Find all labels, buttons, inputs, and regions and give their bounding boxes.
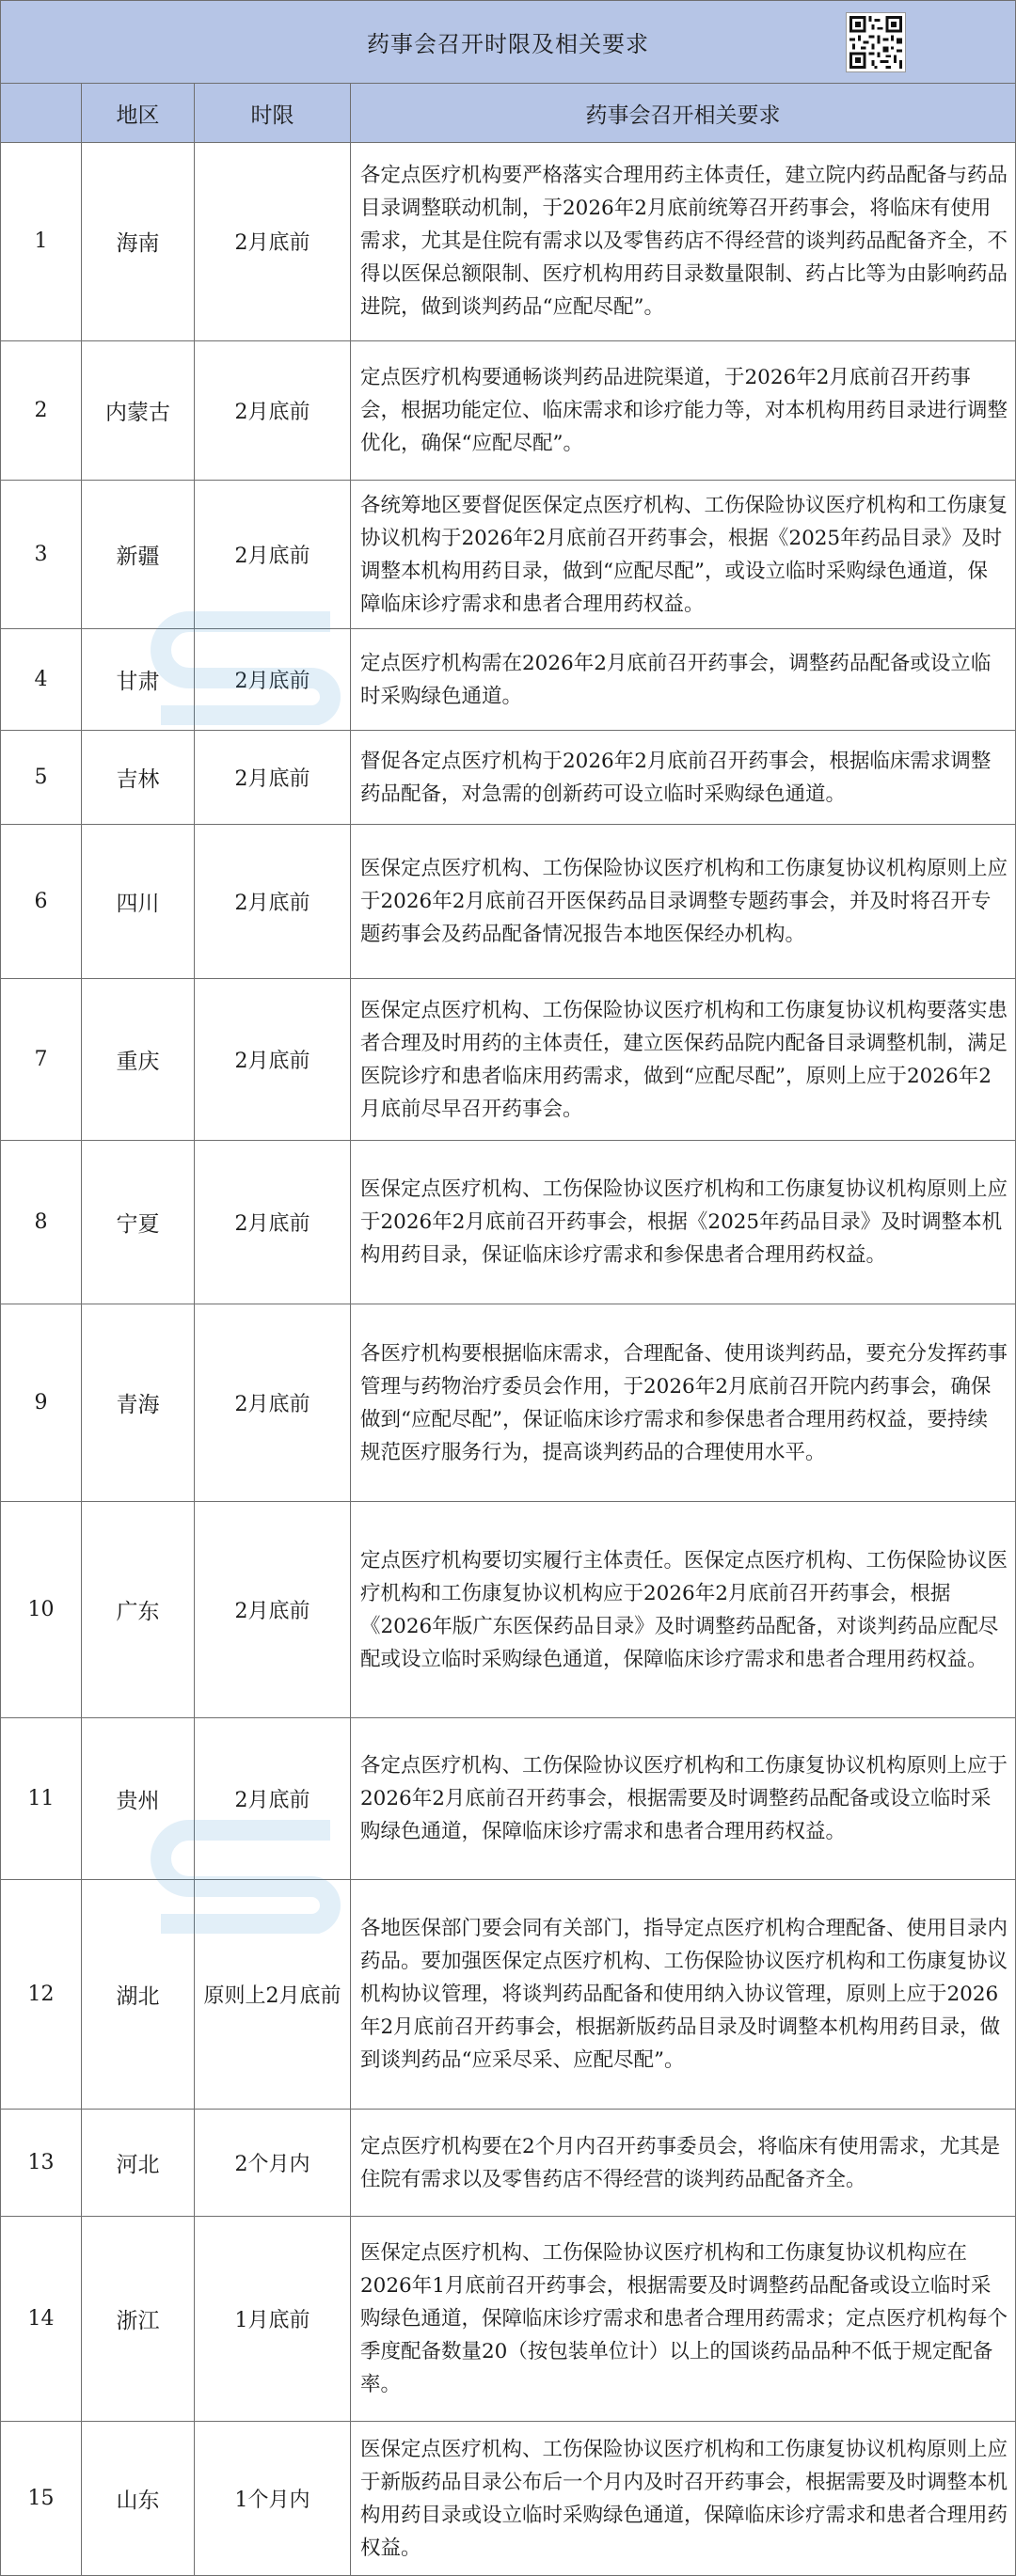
table-body: [1, 142, 1015, 2575]
header-region: 地区: [82, 84, 195, 142]
table-header-row: [1, 84, 1015, 143]
table-row: [1, 731, 1015, 825]
row-index: 13: [1, 2110, 82, 2216]
row-requirement: 定点医疗机构要在2个月内召开药事委员会，将临床有使用需求，尤其是住院有需求以及零售药店不得经营的谈判药品配备齐全。: [360, 2134, 1001, 2191]
row-deadline: 2月底前: [195, 341, 351, 480]
row-index: 8: [1, 1141, 82, 1304]
row-deadline: 2月底前: [195, 481, 351, 628]
row-requirement: 督促各定点医疗机构于2026年2月底前召开药事会，根据临床需求调整药品配备，对急需的创新药可设立临时采购绿色通道。: [360, 749, 992, 806]
row-deadline: 1月底前: [195, 2217, 351, 2421]
row-index: 11: [1, 1718, 82, 1879]
row-index: 2: [1, 341, 82, 480]
row-region: 浙江: [82, 2217, 195, 2421]
row-index: 5: [1, 731, 82, 824]
row-region: 海南: [82, 142, 195, 340]
row-deadline: 1个月内: [195, 2422, 351, 2575]
row-region: 新疆: [82, 481, 195, 628]
table-row: [1, 1304, 1015, 1502]
row-requirement: 各定点医疗机构要严格落实合理用药主体责任，建立院内药品配备与药品目录调整联动机制，于2026年2月底前统筹召开药事会，将临床有使用需求，尤其是住院有需求以及零售药店不得经营的谈判药品配备齐全，不得以医保总额限制、医疗机构用药目录数量限制、药占比等为由影响药品进院，做到谈判药品“应配尽配”。: [360, 164, 1008, 319]
qr-code-icon: [846, 12, 906, 72]
row-requirement: 定点医疗机构要通畅谈判药品进院渠道，于2026年2月底前召开药事会，根据功能定位、临床需求和诊疗能力等，对本机构用药目录进行调整优化，确保“应配尽配”。: [360, 366, 1008, 455]
row-requirement: 医保定点医疗机构、工伤保险协议医疗机构和工伤康复协议机构原则上应于新版药品目录公布后一个月内及时召开药事会，根据需要及时调整本机构用药目录或设立临时采购绿色通道，保障临床诊疗需求和患者合理用药权益。: [360, 2437, 1008, 2560]
row-deadline: 2个月内: [195, 2110, 351, 2216]
row-requirement: 医保定点医疗机构、工伤保险协议医疗机构和工伤康复协议机构原则上应于2026年2月底前召开药事会，根据《2025年药品目录》及时调整本机构用药目录，保证临床诊疗需求和参保患者合理用药权益。: [360, 1177, 1008, 1267]
row-requirement: 医保定点医疗机构、工伤保险协议医疗机构和工伤康复协议机构应在2026年1月底前召开药事会，根据需要及时调整药品配备或设立临时采购绿色通道，保障临床诊疗需求和患者合理用药需求；定点医疗机构每个季度配备数量20（按包装单位计）以上的国谈药品品种不低于规定配备率。: [360, 2241, 1008, 2396]
table-row: [1, 142, 1015, 341]
table-row: [1, 2110, 1015, 2217]
row-index: 1: [1, 142, 82, 340]
table-row: [1, 481, 1015, 629]
row-region: 山东: [82, 2422, 195, 2575]
table-row: [1, 1141, 1015, 1304]
header-deadline: 时限: [195, 84, 351, 142]
row-deadline: 2月底前: [195, 629, 351, 730]
row-deadline: 2月底前: [195, 1718, 351, 1879]
row-index: 7: [1, 979, 82, 1140]
table-title: 药事会召开时限及相关要求: [367, 31, 649, 57]
row-deadline: 原则上2月底前: [195, 1880, 351, 2109]
row-index: 4: [1, 629, 82, 730]
row-index: 3: [1, 481, 82, 628]
table-row: [1, 1502, 1015, 1718]
row-region: 重庆: [82, 979, 195, 1140]
row-region: 广东: [82, 1502, 195, 1717]
row-requirement: 各医疗机构要根据临床需求，合理配备、使用谈判药品，要充分发挥药事管理与药物治疗委员会作用，于2026年2月底前召开院内药事会，确保做到“应配尽配”，保证临床诊疗需求和参保患者合理用药权益，要持续规范医疗服务行为，提高谈判药品的合理使用水平。: [360, 1341, 1008, 1464]
row-deadline: 2月底前: [195, 1502, 351, 1717]
header-requirement: 药事会召开相关要求: [585, 103, 781, 128]
table-title-bar: [1, 1, 1015, 84]
row-region: 青海: [82, 1304, 195, 1501]
row-requirement: 各地医保部门要会同有关部门，指导定点医疗机构合理配备、使用目录内药品。要加强医保定点医疗机构、工伤保险协议医疗机构和工伤康复协议机构协议管理，将谈判药品配备和使用纳入协议管理，原则上应于2026年2月底前召开药事会，根据新版药品目录及时调整本机构用药目录，做到谈判药品“应采尽采、应配尽配”。: [360, 1917, 1008, 2072]
row-deadline: 2月底前: [195, 142, 351, 340]
row-region: 湖北: [82, 1880, 195, 2109]
row-index: 14: [1, 2217, 82, 2421]
table-row: [1, 825, 1015, 979]
table-row: [1, 979, 1015, 1141]
row-region: 内蒙古: [82, 341, 195, 480]
row-requirement: 医保定点医疗机构、工伤保险协议医疗机构和工伤康复协议机构要落实患者合理及时用药的主体责任，建立医保药品院内配备目录调整机制，满足医院诊疗和患者临床用药需求，做到“应配尽配”，原则上应于2026年2月底前尽早召开药事会。: [360, 998, 1008, 1121]
row-index: 12: [1, 1880, 82, 2109]
table-row: [1, 341, 1015, 481]
row-requirement: 定点医疗机构要切实履行主体责任。医保定点医疗机构、工伤保险协议医疗机构和工伤康复协议机构应于2026年2月底前召开药事会，根据《2026年版广东医保药品目录》及时调整药品配备，对谈判药品应配尽配或设立临时采购绿色通道，保障临床诊疗需求和患者合理用药权益。: [360, 1548, 1008, 1671]
row-deadline: 2月底前: [195, 979, 351, 1140]
row-requirement: 各统筹地区要督促医保定点医疗机构、工伤保险协议医疗机构和工伤康复协议机构于2026年2月底前召开药事会，根据《2025年药品目录》及时调整本机构用药目录，做到“应配尽配”，或设立临时采购绿色通道，保障临床诊疗需求和患者合理用药权益。: [360, 493, 1008, 616]
row-region: 四川: [82, 825, 195, 978]
table-row: [1, 2217, 1015, 2422]
row-region: 贵州: [82, 1718, 195, 1879]
table-row: [1, 1880, 1015, 2110]
row-requirement: 各定点医疗机构、工伤保险协议医疗机构和工伤康复协议机构原则上应于2026年2月底前召开药事会，根据需要及时调整药品配备或设立临时采购绿色通道，保障临床诊疗需求和患者合理用药权益。: [360, 1754, 1008, 1843]
row-requirement: 医保定点医疗机构、工伤保险协议医疗机构和工伤康复协议机构原则上应于2026年2月底前召开医保药品目录调整专题药事会，并及时将召开专题药事会及药品配备情况报告本地医保经办机构。: [360, 857, 1008, 946]
header-index: [1, 84, 82, 142]
row-index: 9: [1, 1304, 82, 1501]
row-index: 10: [1, 1502, 82, 1717]
row-deadline: 2月底前: [195, 731, 351, 824]
table-row: [1, 1718, 1015, 1880]
row-region: 宁夏: [82, 1141, 195, 1304]
row-index: 6: [1, 825, 82, 978]
row-region: 河北: [82, 2110, 195, 2216]
row-deadline: 2月底前: [195, 1141, 351, 1304]
row-deadline: 2月底前: [195, 825, 351, 978]
row-requirement: 定点医疗机构需在2026年2月底前召开药事会，调整药品配备或设立临时采购绿色通道。: [360, 651, 992, 708]
table-row: [1, 629, 1015, 731]
table-row: [1, 2422, 1015, 2575]
row-region: 吉林: [82, 731, 195, 824]
row-index: 15: [1, 2422, 82, 2575]
row-region: 甘肃: [82, 629, 195, 730]
row-deadline: 2月底前: [195, 1304, 351, 1501]
